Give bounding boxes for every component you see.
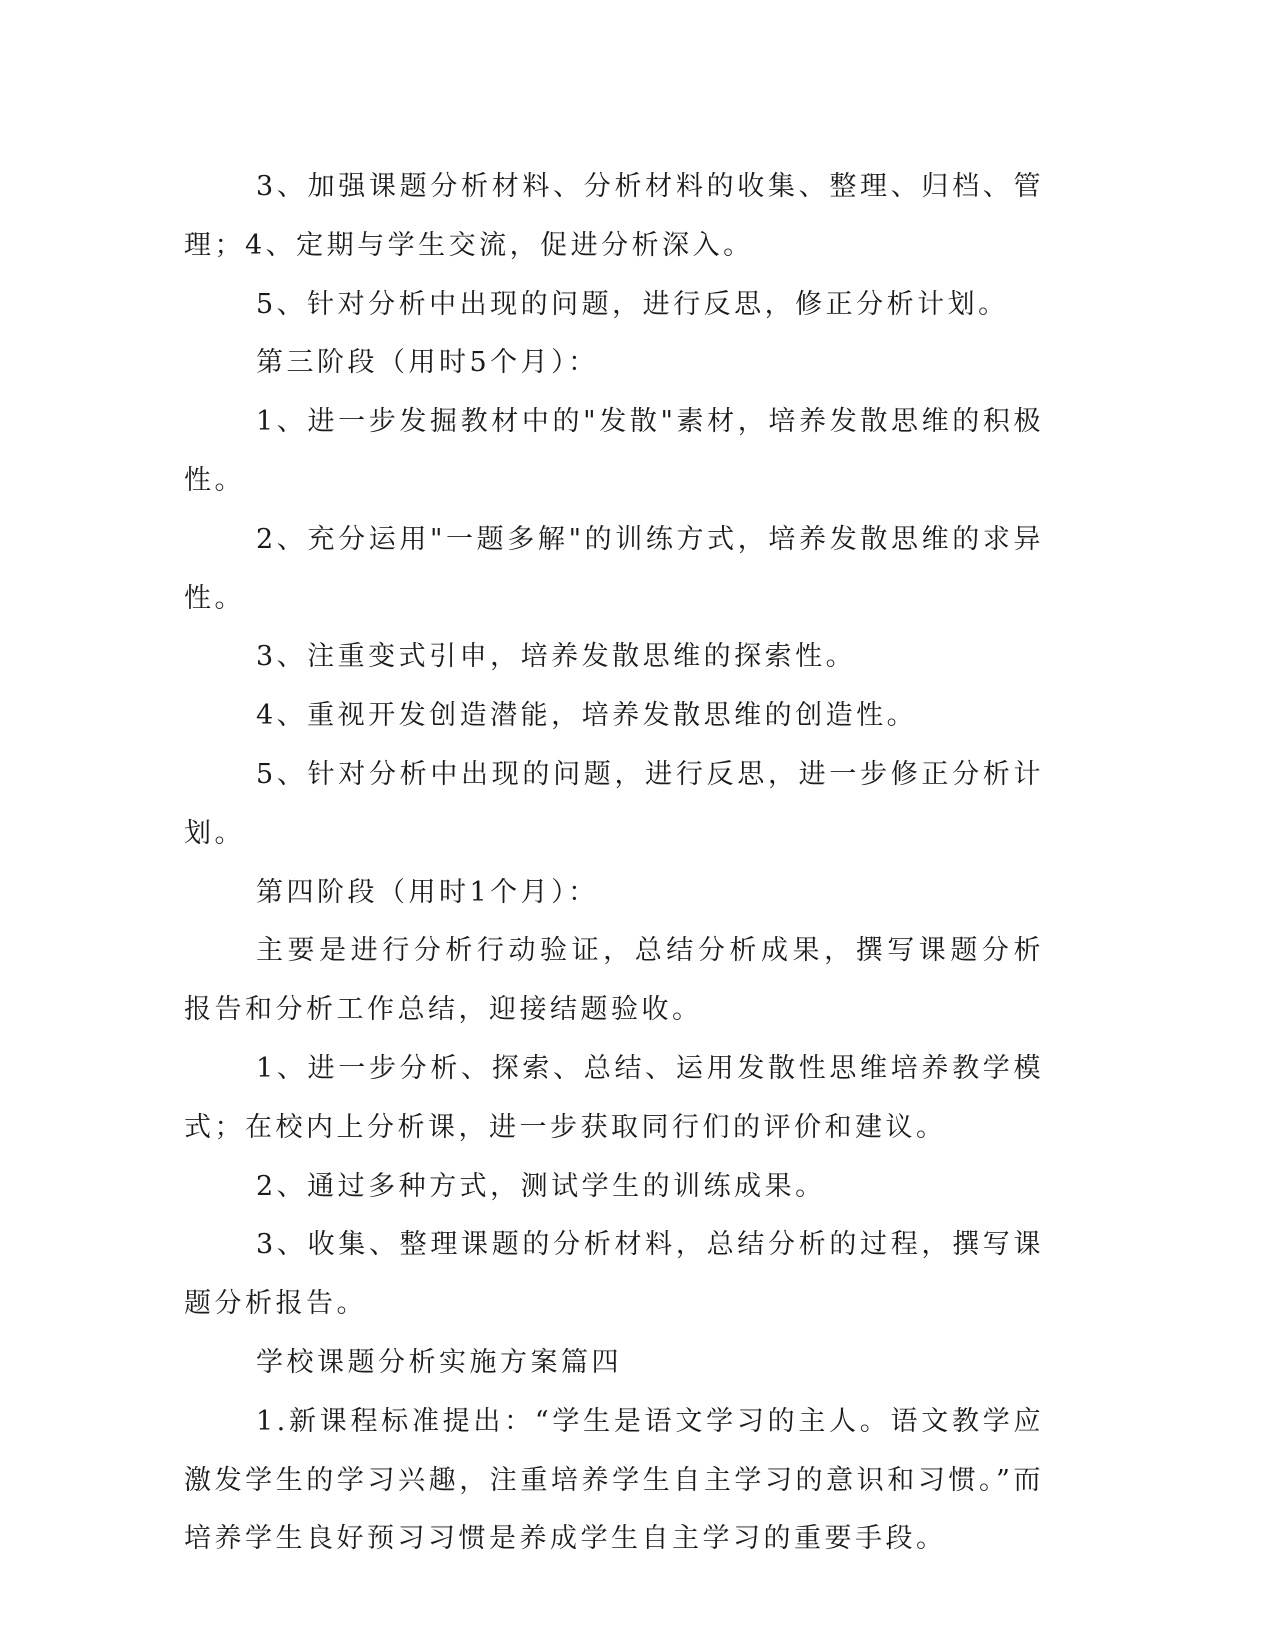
paragraph-stage3-item-1: 1、进一步发掘教材中的"发散"素材，培养发散思维的积极性。 bbox=[184, 406, 1044, 496]
document-body bbox=[184, 158, 1044, 1569]
paragraph-stage4-summary: 主要是进行分析行动验证，总结分析成果，撰写课题分析报告和分析工作总结，迎接结题验收。 bbox=[184, 935, 1044, 1026]
paragraph-stage4-item-2: 2、通过多种方式，测试学生的训练成果。 bbox=[256, 1170, 826, 1202]
paragraph-stage3-item-2: 2、充分运用"一题多解"的训练方式，培养发散思维的求异性。 bbox=[184, 523, 1044, 614]
paragraph-stage3-item-4: 4、重视开发创造潜能，培养发散思维的创造性。 bbox=[256, 700, 918, 732]
heading-stage-three: 第三阶段（用时5个月）： bbox=[256, 347, 599, 379]
paragraph-stage3-item-3: 3、注重变式引申，培养发散思维的探索性。 bbox=[256, 641, 857, 673]
paragraph-curriculum-standard: 1.新课程标准提出：“学生是语文学习的主人。语文教学应激发学生的学习兴趣，注重培养学生自主学习的意识和习惯。”而培养学生良好预习习惯是养成学生自主学习的重要手段。 bbox=[184, 1405, 1044, 1555]
paragraph-plan-item-5: 5、针对分析中出现的问题，进行反思，修正分析计划。 bbox=[256, 288, 1009, 320]
paragraph-stage4-item-1: 1、进一步分析、探索、总结、运用发散性思维培养教学模式；在校内上分析课，进一步获取同行们的评价和建议。 bbox=[184, 1052, 1044, 1143]
paragraph-plan-item-3: 3、加强课题分析材料、分析材料的收集、整理、归档、管理；4、定期与学生交流，促进分析深入。 bbox=[184, 171, 1044, 261]
section-title-plan-four: 学校课题分析实施方案篇四 bbox=[256, 1346, 622, 1378]
paragraph-stage4-item-3: 3、收集、整理课题的分析材料，总结分析的过程，撰写课题分析报告。 bbox=[184, 1229, 1044, 1320]
heading-stage-four: 第四阶段（用时1个月）： bbox=[256, 876, 599, 908]
paragraph-stage3-item-5: 5、针对分析中出现的问题，进行反思，进一步修正分析计划。 bbox=[184, 758, 1044, 849]
